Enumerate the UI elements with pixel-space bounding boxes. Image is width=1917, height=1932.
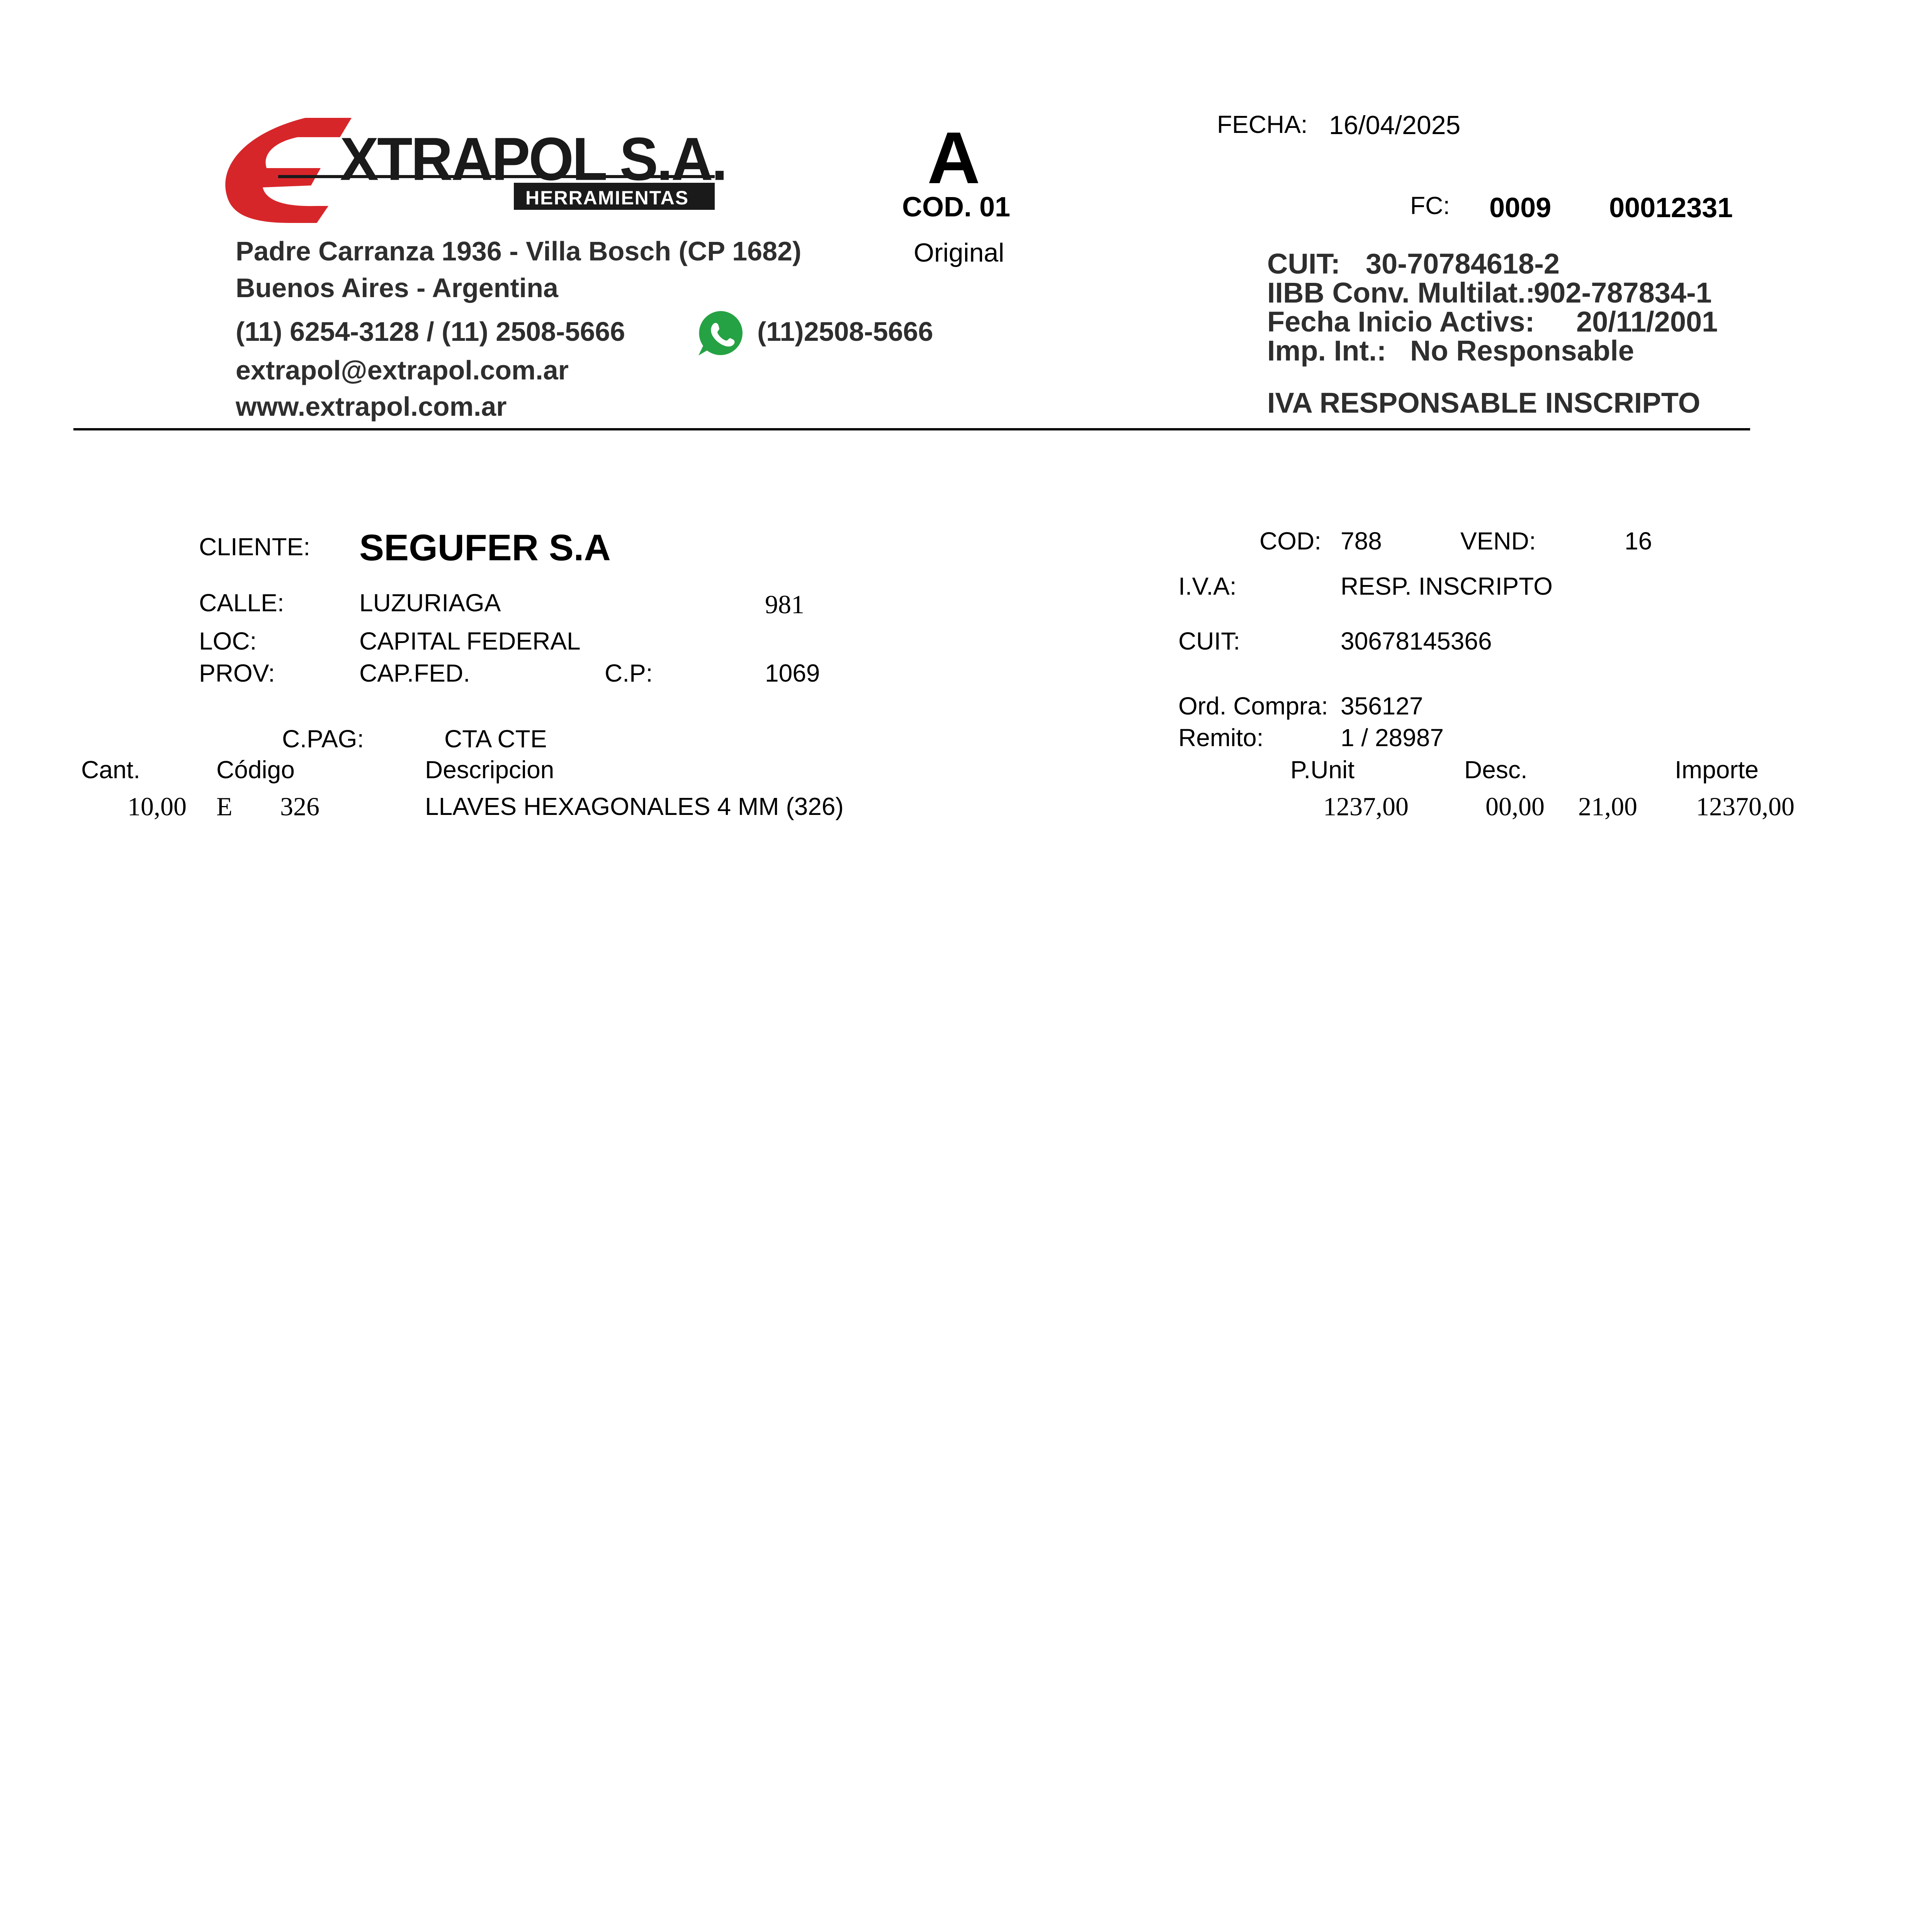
whatsapp-icon <box>695 307 748 359</box>
phone-numbers: (11) 6254-3128 / (11) 2508-5666 <box>236 316 625 347</box>
remito-value: 1 / 28987 <box>1341 724 1444 752</box>
company-iibb: 902-787834-1 <box>1534 277 1712 309</box>
calle-numero: 981 <box>765 590 804 619</box>
invoice-number: 00012331 <box>1609 192 1733 223</box>
item-descripcion: LLAVES HEXAGONALES 4 MM (326) <box>425 793 844 820</box>
fecha-value: 16/04/2025 <box>1329 111 1461 140</box>
cod-label: COD: <box>1259 527 1321 555</box>
cpag-value: CTA CTE <box>444 725 547 753</box>
remito-label: Remito: <box>1178 724 1264 752</box>
address-line2: Buenos Aires - Argentina <box>236 273 558 303</box>
item-iva: 21,00 <box>1578 792 1637 821</box>
iva-label: I.V.A: <box>1178 572 1237 600</box>
col-header-importe: Importe <box>1675 756 1759 784</box>
invoice-code: COD. 01 <box>902 192 1011 223</box>
loc-label: LOC: <box>199 627 257 655</box>
col-header-punit: P.Unit <box>1290 756 1355 784</box>
client-cuit: 30678145366 <box>1341 627 1492 655</box>
company-inicio-label: Fecha Inicio Activs: <box>1267 306 1535 338</box>
fc-label: FC: <box>1410 192 1450 219</box>
client-name: SEGUFER S.A <box>359 527 611 568</box>
orden-compra-label: Ord. Compra: <box>1178 692 1328 720</box>
client-cuit-label: CUIT: <box>1178 627 1240 655</box>
cp-label: C.P: <box>605 659 653 687</box>
company-cuit-label: CUIT: <box>1267 248 1341 280</box>
cpag-label: C.PAG: <box>282 725 364 753</box>
company-iibb-label: IIBB Conv. Multilat.: <box>1267 277 1535 309</box>
address-line1: Padre Carranza 1936 - Villa Bosch (CP 1682) <box>236 236 802 266</box>
punto-venta: 0009 <box>1489 192 1552 223</box>
header-divider <box>73 428 1750 430</box>
iva-value: RESP. INSCRIPTO <box>1341 572 1553 600</box>
whatsapp-number: (11)2508-5666 <box>757 316 933 347</box>
company-cuit: 30-70784618-2 <box>1366 248 1560 280</box>
fecha-label: FECHA: <box>1217 111 1308 138</box>
item-cant: 10,00 <box>127 792 187 821</box>
company-email: extrapol@extrapol.com.ar <box>236 355 569 385</box>
cliente-label: CLIENTE: <box>199 533 311 561</box>
item-codigo: 326 <box>280 792 320 821</box>
col-header-codigo: Código <box>216 756 295 784</box>
company-logo <box>212 110 726 226</box>
col-header-cant: Cant. <box>81 756 140 784</box>
iva-condition: IVA RESPONSABLE INSCRIPTO <box>1267 387 1701 419</box>
item-importe: 12370,00 <box>1696 792 1795 821</box>
prov-label: PROV: <box>199 659 275 687</box>
item-punit: 1237,00 <box>1323 792 1409 821</box>
invoice-copy: Original <box>914 238 1004 267</box>
prov-value: CAP.FED. <box>359 659 470 687</box>
company-inicio: 20/11/2001 <box>1576 306 1718 338</box>
vend-label: VEND: <box>1460 527 1536 555</box>
col-header-descripcion: Descripcion <box>425 756 554 784</box>
company-website: www.extrapol.com.ar <box>236 391 507 422</box>
invoice-letter: A <box>927 117 981 199</box>
vend-value: 16 <box>1625 527 1652 555</box>
cod-value: 788 <box>1341 527 1382 555</box>
loc-value: CAPITAL FEDERAL <box>359 627 581 655</box>
item-tipo: E <box>216 792 233 821</box>
item-desc: 00,00 <box>1485 792 1545 821</box>
col-header-desc: Desc. <box>1464 756 1528 784</box>
logo-subtitle: HERRAMIENTAS <box>525 187 689 209</box>
cp-value: 1069 <box>765 659 820 687</box>
company-impint-label: Imp. Int.: <box>1267 335 1387 367</box>
company-impint: No Responsable <box>1410 335 1634 367</box>
calle-value: LUZURIAGA <box>359 589 501 617</box>
orden-compra-value: 356127 <box>1341 692 1423 720</box>
logo-text: XTRAPOL S.A. <box>340 124 726 193</box>
calle-label: CALLE: <box>199 589 284 617</box>
